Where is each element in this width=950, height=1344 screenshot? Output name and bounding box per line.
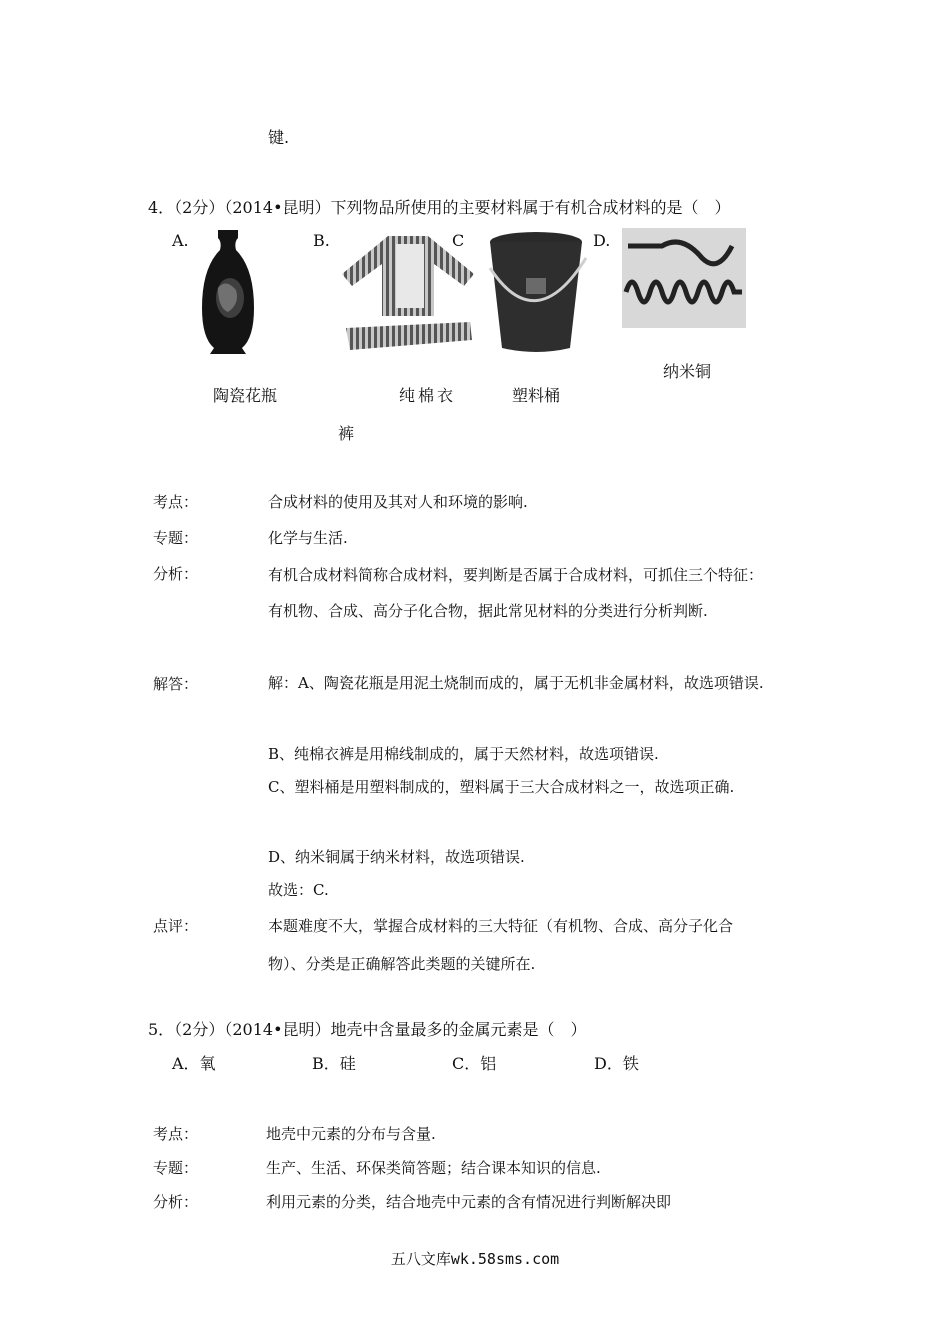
q4-zhuanti: 化学与生活. [268, 529, 348, 547]
clothes-image [338, 230, 478, 354]
q4-fenxi-label: 分析： [153, 565, 199, 583]
q5-option-d: D．铁 [594, 1054, 639, 1073]
q4-zhuanti-label: 专题： [153, 529, 199, 547]
q4-jieda-label: 解答： [153, 675, 199, 693]
q5-fenxi-label: 分析： [153, 1193, 199, 1211]
q4-option-b-letter: B. [313, 231, 330, 250]
vase-image [196, 228, 260, 356]
q5-kaodian-label: 考点： [153, 1125, 199, 1143]
q4-jieda-line-4: D、纳米铜属于纳米材料，故选项错误. [268, 848, 525, 866]
q4-kaodian: 合成材料的使用及其对人和环境的影响. [268, 493, 528, 511]
q5-option-a: A．氧 [172, 1054, 216, 1073]
bucket-image [486, 228, 590, 356]
nano-copper-image [622, 228, 746, 328]
q4-dianping: 本题难度不大，掌握合成材料的三大特征（有机物、合成、高分子化合物）、分类是正确解答此类题的关键所在. [268, 917, 734, 973]
q4-jieda-line-3: C、塑料桶是用塑料制成的，塑料属于三大合成材料之一，故选项正确. [268, 778, 735, 796]
q4-option-d-letter: D. [593, 231, 611, 250]
q5-zhuanti-label: 专题： [153, 1159, 199, 1177]
q4-jieda-line-5: 故选：C. [268, 881, 329, 899]
q4-caption-c: 塑料桶 [512, 386, 561, 405]
q4-caption-b-wrap: 裤 [338, 424, 355, 443]
q4-jieda-line-2: B、纯棉衣裤是用棉线制成的，属于天然材料，故选项错误. [268, 745, 659, 763]
q4-caption-b: 纯棉衣 [399, 386, 457, 405]
q4-stem: 4．（2分）（2014•昆明）下列物品所使用的主要材料属于有机合成材料的是（ ） [148, 198, 731, 217]
prev-answer-tail: 键. [268, 128, 290, 147]
q5-option-c: C．铝 [452, 1054, 497, 1073]
page-footer: 五八文库wk.58sms.com [390, 1250, 560, 1268]
q5-fenxi: 利用元素的分类，结合地壳中元素的含有情况进行判断解决即 [266, 1193, 672, 1211]
q4-option-c-letter: C [452, 231, 465, 250]
q5-kaodian: 地壳中元素的分布与含量. [266, 1125, 436, 1143]
q4-kaodian-label: 考点： [153, 493, 199, 511]
q4-option-a-letter: A. [172, 231, 189, 250]
q5-option-b: B．硅 [312, 1054, 356, 1073]
q4-fenxi: 有机合成材料简称合成材料，要判断是否属于合成材料，可抓住三个特征：有机物、合成、高分子化合物，据此常见材料的分类进行分析判断. [268, 566, 764, 620]
q4-caption-a: 陶瓷花瓶 [213, 386, 278, 405]
q4-jieda-line-1: 解：A、陶瓷花瓶是用泥土烧制而成的，属于无机非金属材料，故选项错误. [268, 674, 764, 692]
q5-stem: 5．（2分）（2014•昆明）地壳中含量最多的金属元素是（ ） [148, 1020, 587, 1039]
q5-zhuanti: 生产、生活、环保类简答题；结合课本知识的信息. [266, 1159, 601, 1177]
q4-dianping-label: 点评： [153, 917, 199, 935]
q4-caption-d: 纳米铜 [663, 362, 712, 381]
